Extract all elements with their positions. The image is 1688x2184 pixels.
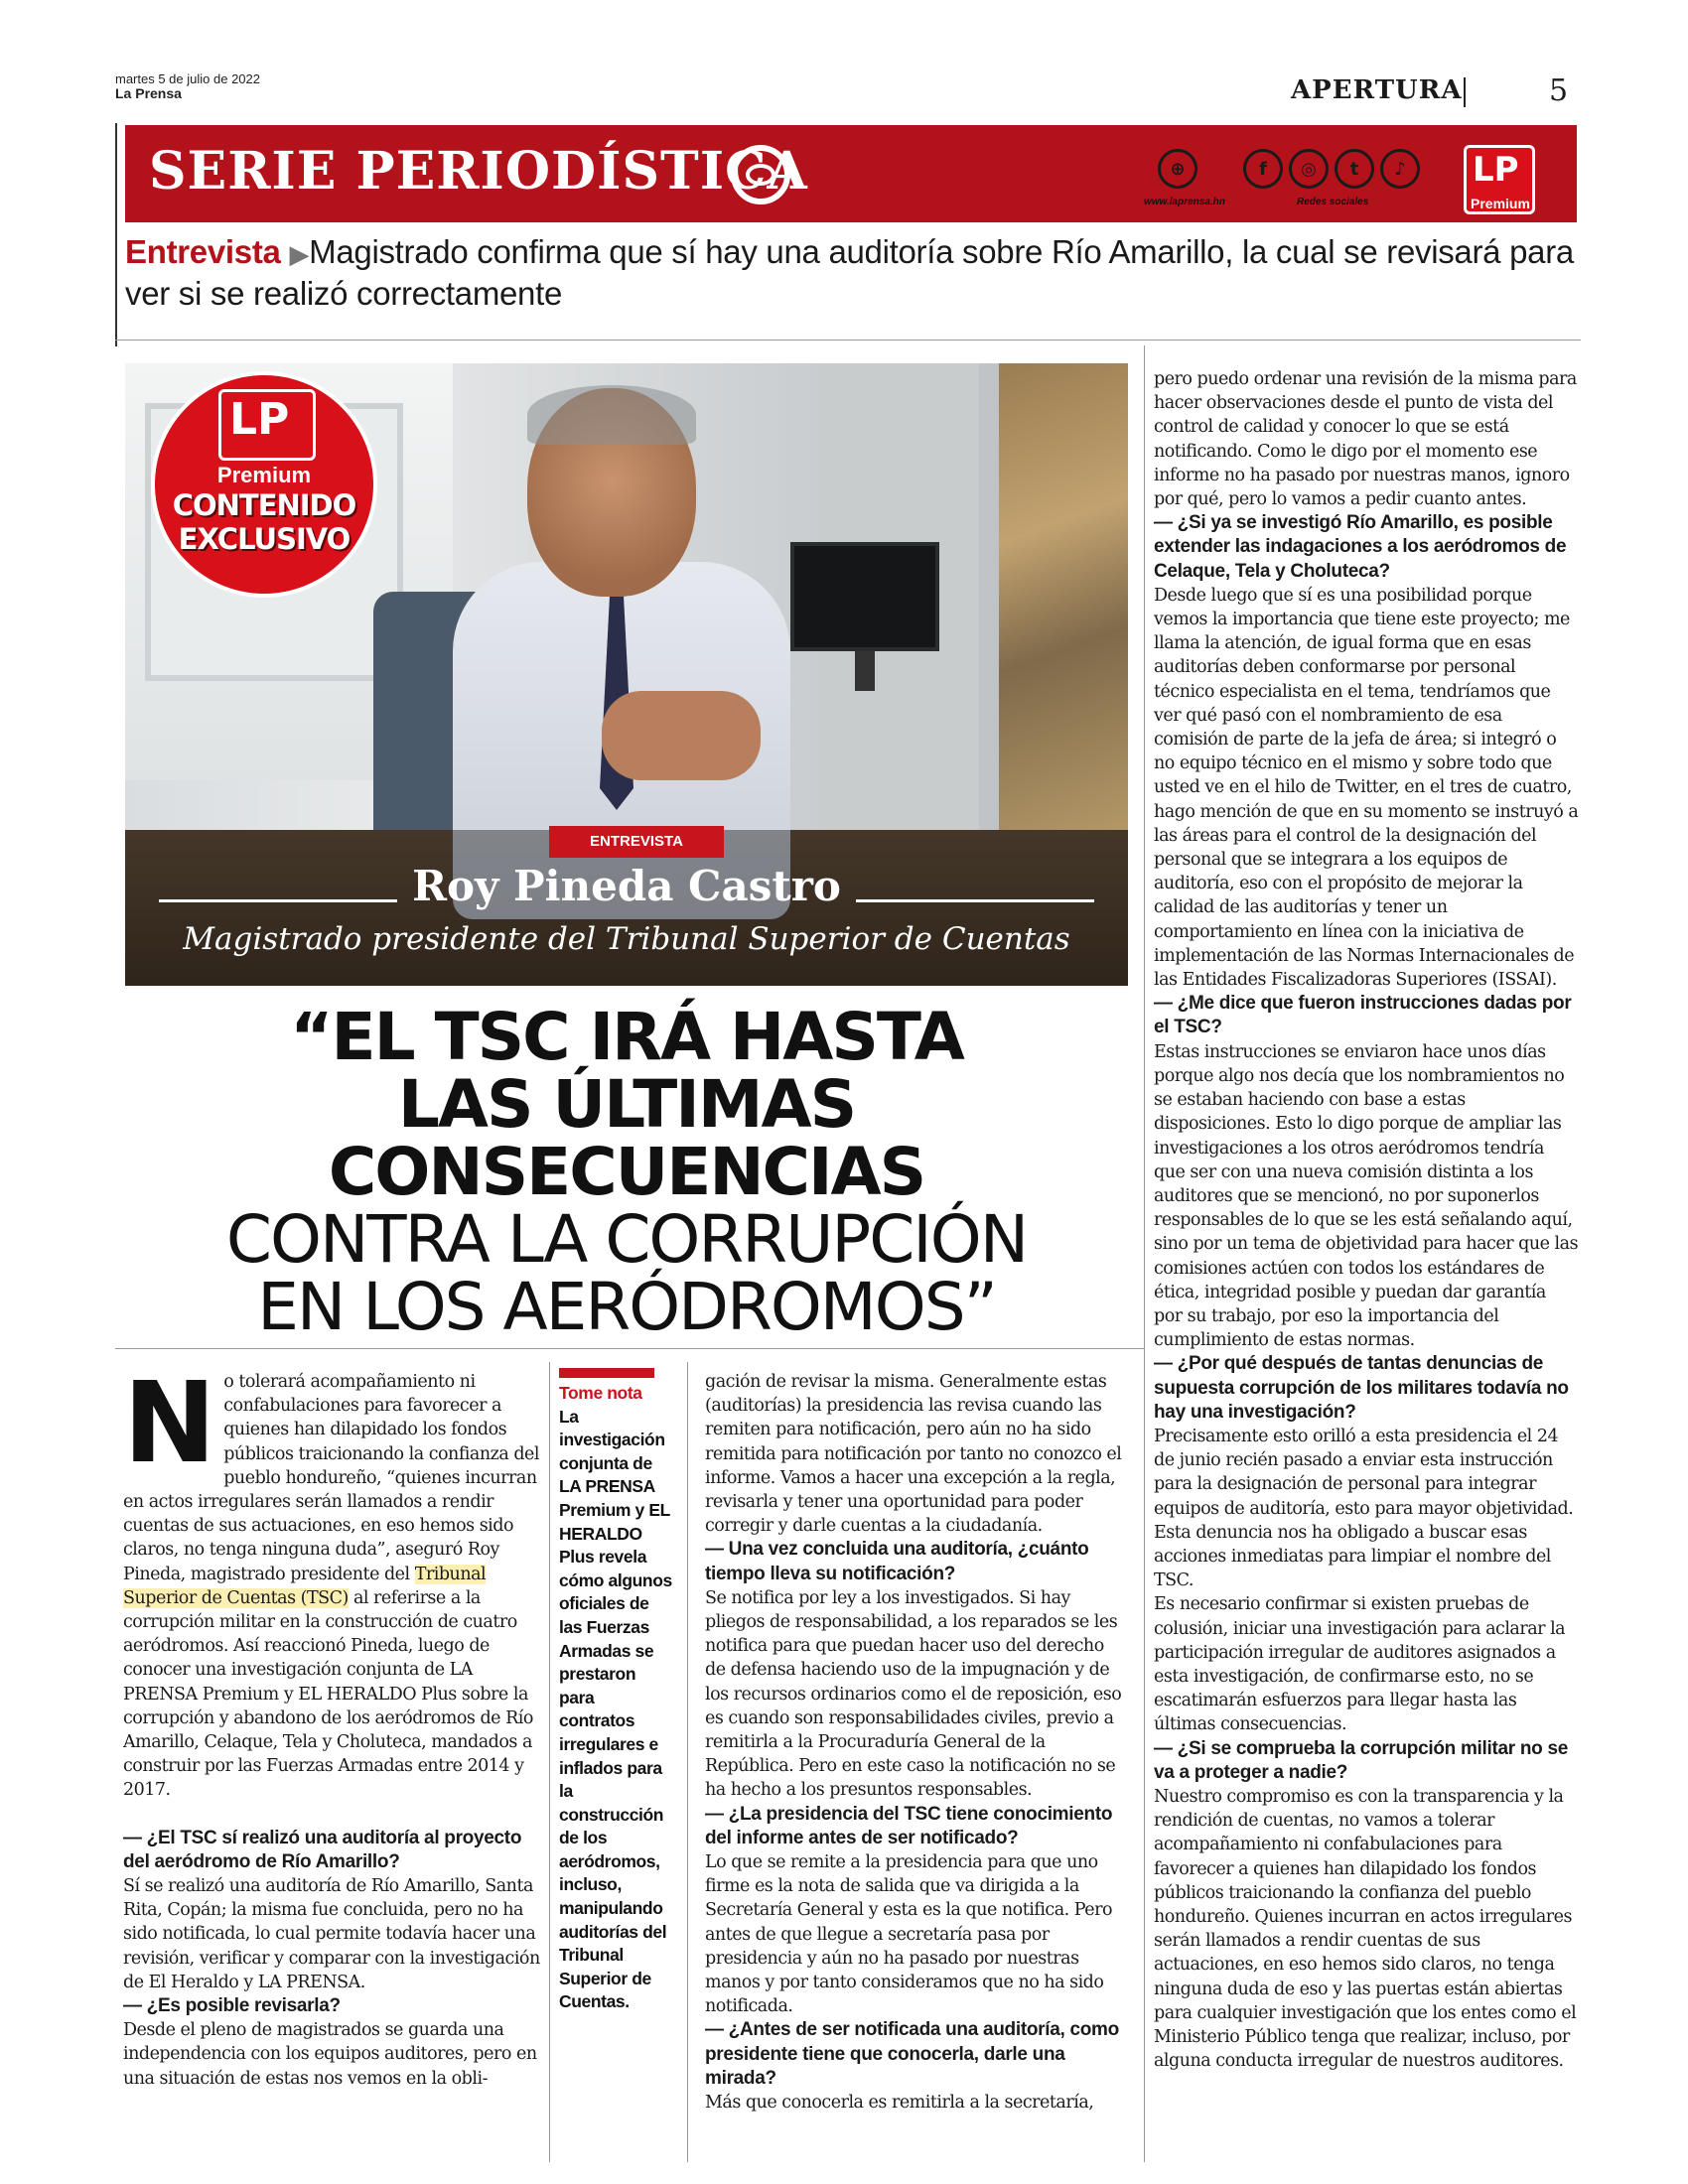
note-text: La investigación conjunta de LA PRENSA Premium y EL HERALDO Plus revela cómo algunos oficiales de las Fuerzas Armadas se prestaron para contratos irregulares e inflados para la construcción de los aeródromos, incluso, manipulando auditorías del Tribunal Superior de Cuentas.: [559, 1406, 672, 2012]
intro-text-b: al referirse a la corrupción militar en la construcción de cuatro aeródromos. Así reaccionó Pineda, luego de conocer una investigación conjunta de LA PRENSA Premium y EL HERALDO Plus sobre la corrupción y abandono de los aeródromos de Río Amarillo, Celaque, Tela y Choluteca, mandados a construir por las Fuerzas Armadas entre 2014 y 2017.: [123, 1587, 533, 1801]
answer-3: Se notifica por ley a los investigados. Si hay pliegos de responsabilidad, a los reparados se les notifica para que puedan hacer uso del derecho de defensa haciendo uso de la impugnación y de los recursos ordinarios como el de reposición, eso es cuando son responsabilidades civiles, previo a remitirla a la Procuraduría General de la República. Pero en este caso la notificación no se ha hecho a los presuntos responsables.: [705, 1587, 1122, 1801]
question-6: — ¿Si ya se investigó Río Amarillo, es posible extender las indagaciones a los aeródromos de Celaque, Tela y Choluteca?: [1154, 512, 1567, 582]
photo-monitor-stand: [855, 651, 875, 691]
article-column-2: [705, 1370, 1128, 2115]
kicker-keyword: Entrevista: [125, 233, 281, 270]
website-caption: www.laprensa.hn: [1144, 197, 1225, 207]
question-1: — ¿El TSC sí realizó una auditoría al proyecto del aeródromo de Río Amarillo?: [123, 1827, 522, 1872]
play-arrow-icon: ▶: [289, 239, 310, 269]
column-rule-1: [549, 1362, 550, 2162]
answer-6: Desde luego que sí es una posibilidad porque vemos la importancia que tiene este proyecto; me llama la atención, de igual forma que en esas auditorías deben conformarse por personal técnico especialista en el tema, tendríamos que ver qué pasó con el nombramiento de esa comisión de parte de la jefa de área; si integró o no equipo técnico en el mismo y sobre todo que usted ve en el hilo de Twitter, en el tres de cuatro, hago mención de que en su momento se instruyó a las áreas para el control de la designación del personal que se integrara a los equipos de auditoría, eso con el propósito de mejorar la calidad de las auditorías y tener un comportamiento en línea con la iniciativa de implementación de las Normas Internacionales de las Entidades Fiscalizadoras Superiores (ISSAI).: [1154, 585, 1579, 991]
answer-5-cont: pero puedo ordenar una revisión de la misma para hacer observaciones desde el punto de vista del control de calidad y conocer lo que se está notificando. Como le digo por el momento ese informe no ha pasado por nuestras manos, ignoro por qué, pero lo vamos a pedir cuanto antes.: [1154, 369, 1577, 510]
facebook-icon[interactable]: f: [1243, 149, 1283, 189]
headline-line-4: CONTRA LA CORRUPCIÓN: [225, 1201, 1028, 1278]
answer-5: Más que conocerla es remitirla a la secretaría,: [705, 2093, 1094, 2114]
twitter-icon[interactable]: t: [1335, 149, 1374, 189]
chat-bubble-icon: [731, 145, 790, 205]
question-2: — ¿Es posible revisarla?: [123, 1995, 341, 2017]
question-5: — ¿Antes de ser notificada una auditoría, como presidente tiene que conocerla, darle una mirada?: [705, 2019, 1119, 2089]
series-banner: [125, 125, 1577, 222]
intro-text-a: o tolerará acompañamiento ni confabulaciones para favorecer a quienes han dilapidado los fondos públicos traicionando la confianza del pueblo hondureño, “quienes incurran en actos irregulares serán llamados a rendir cuentas de sus actuaciones, en eso hemos sido claros, no tenga ninguna duda”, aseguró Roy Pineda, magistrado presidente del: [123, 1372, 539, 1584]
question-7: — ¿Me dice que fueron instrucciones dadas por el TSC?: [1154, 993, 1572, 1038]
headline-line-2: LAS ÚLTIMAS: [397, 1066, 856, 1143]
kicker-text: Magistrado confirma que sí hay una auditoría sobre Río Amarillo, la cual se revisará para ver si se realizó correctamente: [125, 233, 1574, 312]
question-3: — Una vez concluida una auditoría, ¿cuánto tiempo lleva su notificación?: [705, 1539, 1089, 1584]
social-caption: Redes sociales: [1297, 197, 1369, 207]
question-8: — ¿Por qué después de tantas denuncias de supuesta corrupción de los militares todavía no hay una investigación?: [1154, 1353, 1569, 1423]
drop-cap: N: [123, 1359, 216, 1488]
note-label: Tome nota: [559, 1383, 642, 1403]
left-rule: [115, 123, 117, 346]
answer-9: Nuestro compromiso es con la transparencia y la rendición de cuentas, no vamos a tolerar acompañamiento ni confabulaciones para favorecer a quienes han dilapidado los fondos públicos traicionando la confianza del pueblo hondureño. Quienes incurran en actos irregulares serán llamados a rendir cuentas de sus actuaciones, en eso hemos sido claros, no tenga ninguna duda de eso y las puertas están abiertas para cualquier investigación que los entes como el Ministerio Público tenga que realizar, incluso, por alguna conducta irregular de nuestros auditores.: [1154, 1786, 1577, 2072]
article-column-1: [123, 1359, 540, 2091]
column-rule-right: [1144, 345, 1145, 2162]
answer-8: Precisamente esto orilló a esta presidencia el 24 de junio recién pasado a enviar esta instrucción para la designación de personal para integrar equipos de auditoría, esto para mayor objetividad. Esta denuncia nos ha obligado a buscar esas acciones inmediatas para limpiar el nombre del TSC.: [1154, 1426, 1574, 1591]
exclusive-premium: Premium: [216, 463, 312, 487]
series-title: SERIE PERIODÍSTICA: [149, 141, 808, 202]
question-4: — ¿La presidencia del TSC tiene conocimiento del informe antes de ser notificado?: [705, 1803, 1113, 1848]
exclusive-badge: [151, 371, 377, 598]
answer-1: Sí se realizó una auditoría de Río Amarillo, Santa Rita, Copán; la misma fue concluida, pero no ha sido notificada, lo cual permite todavía hacer una revisión, verificar y comparar con la investigación de El Heraldo y LA PRENSA.: [123, 1876, 540, 1992]
answer-8b: Es necesario confirmar si existen pruebas de colusión, iniciar una investigación para aclarar la participación irregular de auditores asignados a esta investigación, de confirmarse esto, no se escatimarán esfuerzos para llegar hasta las últimas consecuencias.: [1154, 1594, 1566, 1735]
photo-person-hands: [602, 691, 761, 780]
exclusive-line2: EXCLUSIVO: [178, 522, 351, 556]
column-rule-2: [687, 1362, 688, 2162]
headline-line-5: EN LOS AERÓDROMOS”: [257, 1269, 996, 1345]
exclusive-line1: CONTENIDO: [172, 488, 356, 522]
answer-2: Desde el pleno de magistrados se guarda una independencia con los equipos auditores, pero en una situación de estas nos vemos en la obli-: [123, 2020, 537, 2089]
page-number: 5: [1549, 73, 1569, 108]
exclusive-lp-text: LP: [229, 394, 290, 445]
section-divider: [1464, 77, 1466, 107]
page-meta: [115, 71, 260, 101]
lp-logo-label: Premium: [1471, 196, 1530, 211]
interviewee-role: Magistrado presidente del Tribunal Superior de Cuentas: [183, 921, 1070, 957]
kicker: [125, 232, 1575, 314]
headline-line-3: CONSECUENCIAS: [328, 1134, 925, 1210]
answer-4: Lo que se remite a la presidencia para que uno firme es la nota de salida que va dirigida a la Secretaría General y esta es la que notifica. Pero antes de que llegue a secretaría pasa por presidencia y aún no ha pasado por nuestras manos y por tanto consideramos que no ha sido notificada.: [705, 1852, 1113, 2017]
exclusive-lp-logo: [218, 389, 316, 461]
photo-person-hair: [527, 385, 696, 445]
lp-logo-text: LP: [1473, 150, 1519, 190]
publication-name: La Prensa: [115, 85, 182, 101]
answer-7: Estas instrucciones se enviaron hace unos días porque algo nos decía que los nombramientos no se estaban haciendo con base a estas disposiciones. Esto lo digo porque de ampliar las investigaciones a los otros aeródromos tendría que ser con una nueva comisión distinta a los auditores que se mencionó, no por suponerlos responsables de lo que se les está señalando aquí, sino por un tema de objetividad para hacer que las comisiones actúen con todos los estándares de ética, integridad posible y puedan dar garantía por su trabajo, por eso la importancia del cumplimiento de estas normas.: [1154, 1041, 1579, 1351]
interview-tag: ENTREVISTA: [549, 826, 724, 858]
sidebar-note: [559, 1370, 672, 2014]
kicker-rule: [115, 340, 1581, 341]
instagram-icon[interactable]: ◎: [1289, 149, 1329, 189]
highlighted-tsc: Tribunal Superior de Cuentas (TSC): [123, 1564, 487, 1608]
interviewee-name: Roy Pineda Castro: [412, 862, 841, 910]
globe-icon[interactable]: ⊕: [1158, 149, 1197, 189]
headline-line-1: “EL TSC IRÁ HASTA: [290, 999, 963, 1075]
section-label: APERTURA: [1291, 75, 1463, 105]
photo-wall-map: [999, 363, 1128, 830]
answer-2-cont: gación de revisar la misma. Generalmente estas (auditorías) la presidencia las revisa cuando las remiten para notificación, pero aún no ha sido remitida para notificación por tanto no conozco el informe. Vamos a hacer una excepción a la regla, revisarla y tener una oportunidad para poder corregir y darle cuentas a la ciudadanía.: [705, 1372, 1122, 1537]
body-top-rule: [115, 1348, 1144, 1349]
lp-premium-logo: [1464, 145, 1535, 214]
photo-monitor: [790, 542, 939, 651]
article-column-3: [1154, 367, 1579, 2073]
tiktok-icon[interactable]: ♪: [1380, 149, 1420, 189]
issue-date: martes 5 de julio de 2022: [115, 71, 260, 86]
question-9: — ¿Si se comprueba la corrupción militar no se va a proteger a nadie?: [1154, 1737, 1568, 1783]
